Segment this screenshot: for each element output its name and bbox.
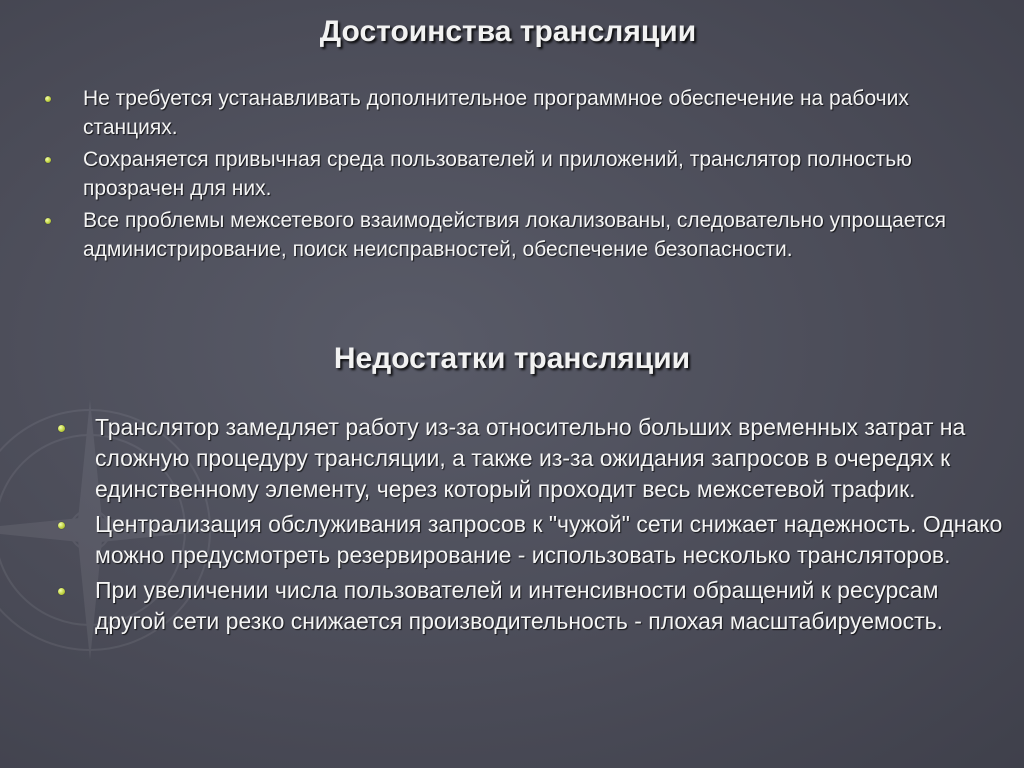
advantages-title: Достоинства трансляции [319, 15, 697, 48]
bullet-icon [45, 157, 51, 163]
list-item [83, 206, 983, 264]
bullet-icon [45, 96, 51, 102]
list-item-text: Централизация обслуживания запросов к "чужой" сети снижает надежность. Однако можно предусмотреть резервирование - использовать несколько трансляторов. [95, 511, 1003, 568]
list-item [95, 412, 1005, 505]
list-item [95, 509, 1005, 571]
disadvantages-list [95, 412, 1005, 641]
list-item [83, 145, 983, 203]
advantages-list [83, 84, 983, 267]
bullet-icon [58, 522, 65, 529]
list-item [83, 84, 983, 142]
list-item-text: Все проблемы межсетевого взаимодействия локализованы, следовательно упрощается администрирование, поиск неисправностей, обеспечение безопасности. [83, 209, 947, 261]
list-item-text: Транслятор замедляет работу из-за относительно больших временных затрат на сложную процедуру трансляции, а также из-за ожидания запросов в очередях к единственному элементу, через который проходит весь межсетевой трафик. [95, 414, 966, 502]
bullet-icon [45, 218, 51, 224]
list-item-text: Не требуется устанавливать дополнительное программное обеспечение на рабочих станциях. [83, 87, 909, 139]
list-item [95, 575, 1005, 637]
list-item-text: Сохраняется привычная среда пользователей и приложений, транслятор полностью прозрачен для них. [83, 148, 912, 200]
disadvantages-title: Недостатки трансляции [333, 342, 691, 375]
list-item-text: При увеличении числа пользователей и интенсивности обращений к ресурсам другой сети резко снижается производительность - плохая масштабируемость. [95, 577, 944, 634]
bullet-icon [58, 425, 65, 432]
bullet-icon [58, 588, 65, 595]
